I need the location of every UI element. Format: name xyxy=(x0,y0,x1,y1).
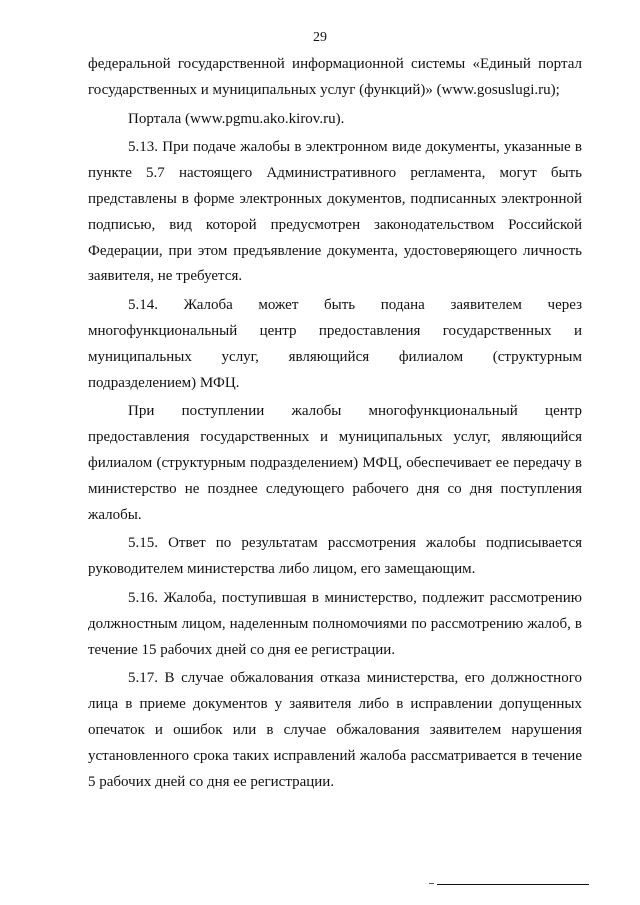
page-number: 29 xyxy=(313,30,327,45)
paragraph-5-13: 5.13. При подаче жалобы в электронном виде документы, указанные в пункте 5.7 настоящего Административного регламента, могут быть представлены в форме электронных документов, подписанных электронной подписью, вид которой предусмотрен законодательством Российской Федерации, при этом предъявление документа, удостоверяющего личность заявителя, не требуется. xyxy=(88,139,582,285)
paragraph-gosuslugi-portal: федеральной государственной информационной системы «Единый портал государственных и муниципальных услуг (функций)» (www.gosuslugi.ru); xyxy=(88,56,582,98)
paragraph-5-15: 5.15. Ответ по результатам рассмотрения жалобы подписывается руководителем министерства либо лицом, его замещающим. xyxy=(88,535,582,578)
paragraph-5-14: 5.14. Жалоба может быть подана заявителем через многофункциональный центр предоставления государственных и муниципальных услуг, являющийся филиалом (структурным подразделением) МФЦ. xyxy=(88,297,582,391)
paragraph-5-16: 5.16. Жалоба, поступившая в министерство, подлежит рассмотрению должностным лицом, наделенным полномочиями по рассмотрению жалоб, в течение 15 рабочих дней со дня ее регистрации. xyxy=(88,589,582,658)
paragraph-5-17: 5.17. В случае обжалования отказа министерства, его должностного лица в приеме документов у заявителя либо в исправлении допущенных опечаток и ошибок или в случае обжалования заявителем нарушения установленного срока таких исправлений жалоба рассматривается в течение 5 рабочих дней со дня ее регистрации. xyxy=(88,670,582,790)
paragraph-mfc-receipt: При поступлении жалобы многофункциональный центр предоставления государственных и муниципальных услуг, являющийся филиалом (структурным подразделением) МФЦ, обеспечивает ее передачу в министерство не позднее следующего рабочего дня со дня поступления жалобы. xyxy=(88,403,582,523)
footer-mark xyxy=(429,883,434,884)
footer-rule xyxy=(437,884,589,885)
paragraph-pgmu-portal: Портала (www.pgmu.ako.kirov.ru). xyxy=(128,110,345,127)
document-body xyxy=(88,52,582,795)
